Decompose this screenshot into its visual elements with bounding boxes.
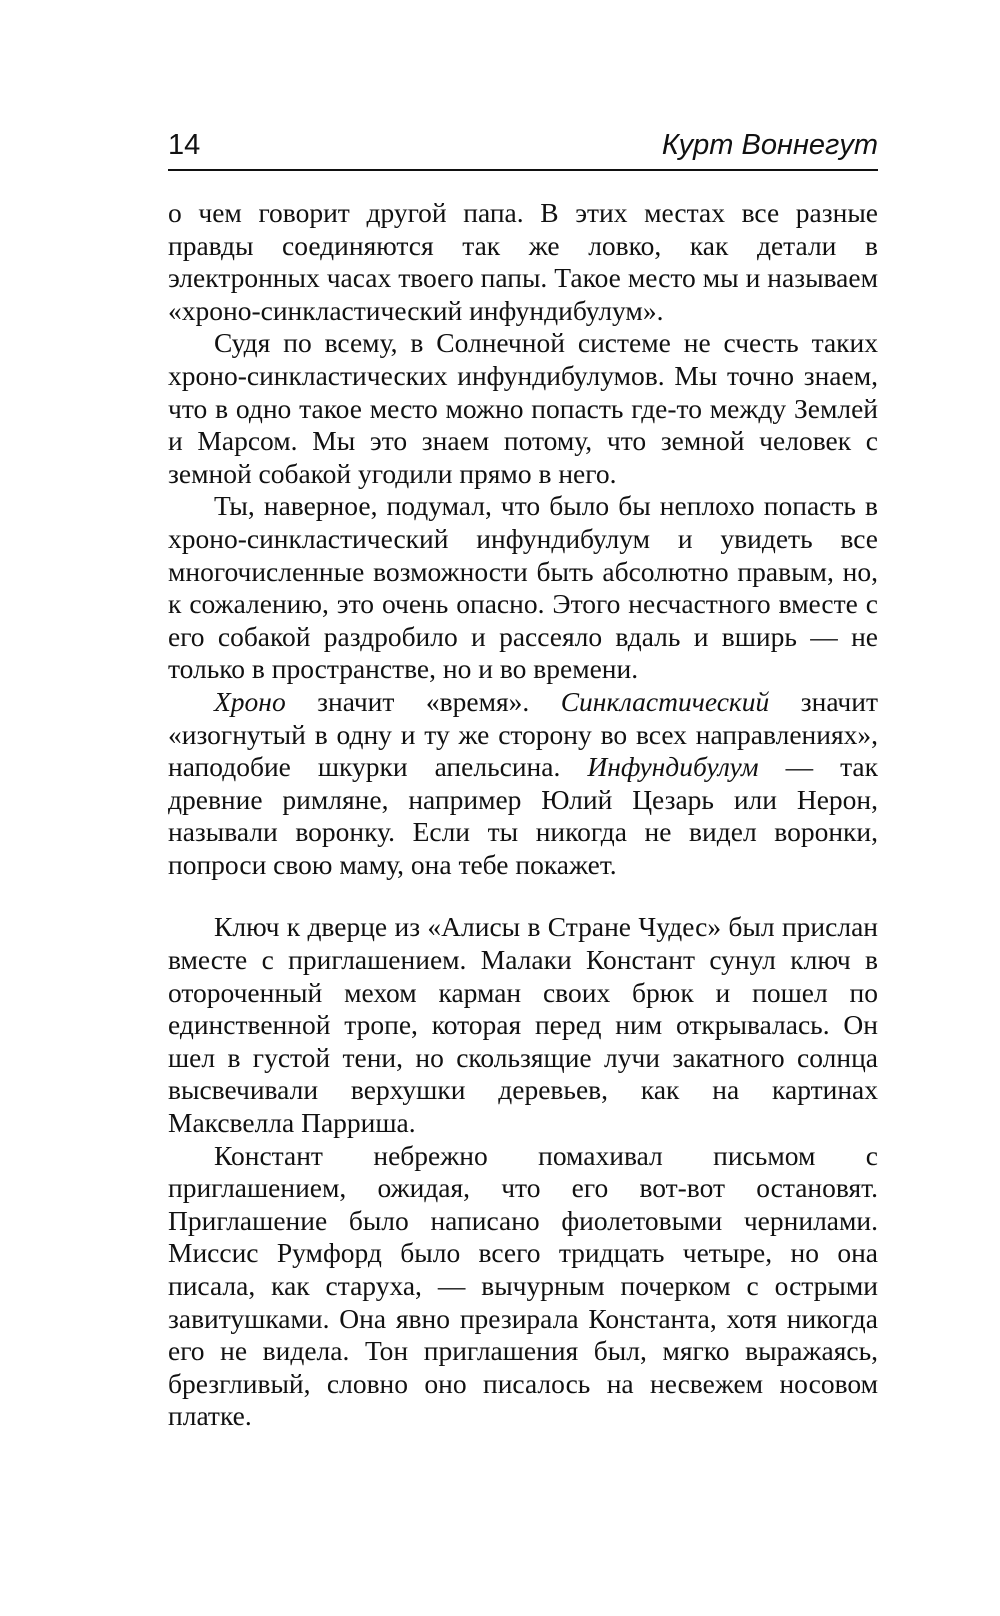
page-number: 14 — [168, 129, 201, 161]
paragraph-2: Судя по всему, в Солнечной системе не счесть таких хроно-синкластических инфундибулумов. Мы точно знаем, что в одно такое место можно попасть где-то между Землей и Марсом. Мы это знаем потому, что земной человек с земной собакой угодили прямо в него. — [168, 327, 878, 489]
paragraph-5: Ключ к дверце из «Алисы в Стране Чудес» был прислан вместе с приглашением. Малаки Констант сунул ключ в отороченный мехом карман своих брюк и пошел по единственной тропе, которая перед ним открывалась. Он шел в густой тени, но скользящие лучи закатного солнца высвечивали верхушки деревьев, как на картинах Максвелла Парриша. — [168, 911, 878, 1139]
running-title: Курт Воннегут — [661, 129, 878, 161]
paragraph-4-text-1: значит «время». — [285, 685, 561, 717]
term-infundibulum: Инфундибулум — [587, 751, 759, 783]
paragraph-1: о чем говорит другой папа. В этих местах все разные правды соединяются так же ловко, как детали в электронных часах твоего папы. Такое место мы и называем «хроно-синкластический инфундибулум». — [168, 197, 878, 326]
paragraph-4-text-3: — так древние римляне, например Юлий Цезарь или Нерон, называли воронку. Если ты никогда не видел воронки, попроси свою маму, она тебе покажет. — [168, 751, 878, 880]
book-page — [168, 128, 878, 1433]
paragraph-6: Констант небрежно помахивал письмом с приглашением, ожидая, что его вот-вот остановят. Приглашение было написано фиолетовыми чернилами. Миссис Румфорд было всего тридцать четыре, но она писала, как старуха, — вычурным почерком с острыми завитушками. Она явно презирала Константа, хотя никогда его не видела. Тон приглашения был, мягко выражаясь, брезгливый, словно оно писалось на несвежем носовом платке. — [168, 1139, 878, 1432]
section-break — [168, 881, 878, 911]
body-text — [168, 197, 878, 1433]
paragraph-3: Ты, наверное, подумал, что было бы неплохо попасть в хроно-синкластический инфундибулум и увидеть все многочисленные возможности быть абсолютно правым, но, к сожалению, это очень опасно. Этого несчастного вместе с его собакой раздробило и рассеяло вдаль и вширь — не только в пространстве, но и во времени. — [168, 490, 878, 685]
term-chrono: Хроно — [214, 685, 286, 717]
paragraph-4 — [168, 686, 878, 882]
paragraph-4-text-2: значит «изогнутый в одну и ту же сторону во всех направлениях», наподобие шкурки апельсина. — [168, 685, 878, 783]
page-header — [168, 128, 878, 171]
term-synclastic: Синкластический — [560, 685, 770, 717]
